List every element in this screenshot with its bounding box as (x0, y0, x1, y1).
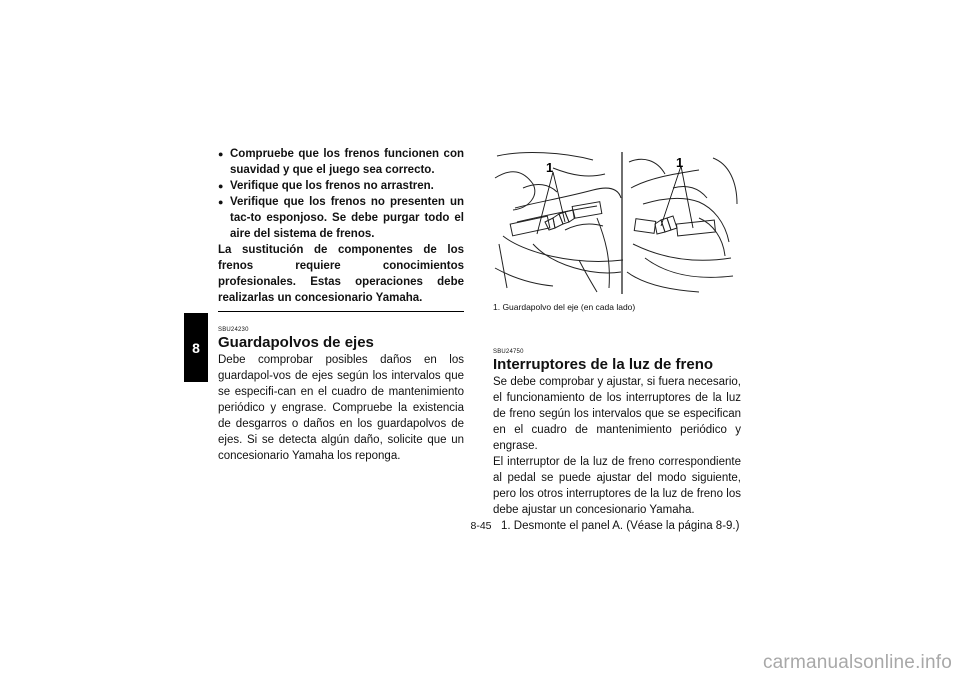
left-column (218, 146, 464, 464)
warning-item: ● Compruebe que los frenos funcionen con suavidad y que el juego sea correcto. (218, 148, 464, 176)
figure-label-right: 1 (676, 155, 684, 170)
warning-divider (218, 311, 464, 312)
bullet-icon: ● (218, 197, 224, 207)
warning-paragraph: La sustitución de componentes de los frenos requiere conocimientos profesionales. Estas operaciones debe realizarlas un concesionario Yamaha. (218, 244, 464, 304)
figure-caption: 1. Guardapolvo del eje (en cada lado) (493, 302, 636, 312)
page-number: 8-45 (470, 520, 492, 532)
section-code: SBU24750 (493, 349, 524, 355)
body-paragraph-2: El interruptor de la luz de freno correspondiente al pedal se puede ajustar del modo siguiente, pero los otros interruptores de la luz de freno los debe ajustar un concesionario Yamaha. (493, 456, 741, 516)
figure-label-left: 1 (546, 160, 554, 175)
bullet-icon: ● (218, 181, 224, 191)
axle-boot-illustration (493, 148, 742, 296)
right-column (493, 298, 741, 534)
watermark: carmanualsonline.info (762, 652, 952, 673)
warning-item: ● Verifique que los frenos no arrastren. (218, 180, 434, 192)
chapter-tab: 8 (184, 313, 208, 382)
bullet-icon: ● (218, 149, 224, 159)
body-paragraph-1: Se debe comprobar y ajustar, si fuera necesario, el funcionamiento de los interruptores de la luz de freno según los intervalos que se especifican en el cuadro de mantenimiento periódico y engrase. (493, 376, 741, 452)
section-title: Guardapolvos de ejes (218, 334, 374, 351)
section-title: Interruptores de la luz de freno (493, 356, 714, 373)
axle-boot-figure (493, 148, 742, 296)
section-code: SBU24230 (218, 327, 249, 333)
warning-list (218, 146, 464, 242)
section-body: Debe comprobar posibles daños en los guardapol-vos de ejes según los intervalos que se especifi-can en el cuadro de mantenimiento periódico y engrase. Compruebe la existencia de desgarros o daños en los guardapolvos de ejes. Si se detecta algún daño, solicite que un concesionario Yamaha los reponga. (218, 354, 464, 462)
warning-item: ● Verifique que los frenos no presenten un tac-to esponjoso. Se debe purgar todo el aire del sistema de frenos. (218, 196, 464, 240)
step-1: 1. Desmonte el panel A. (Véase la página 8-9.) (501, 520, 740, 532)
